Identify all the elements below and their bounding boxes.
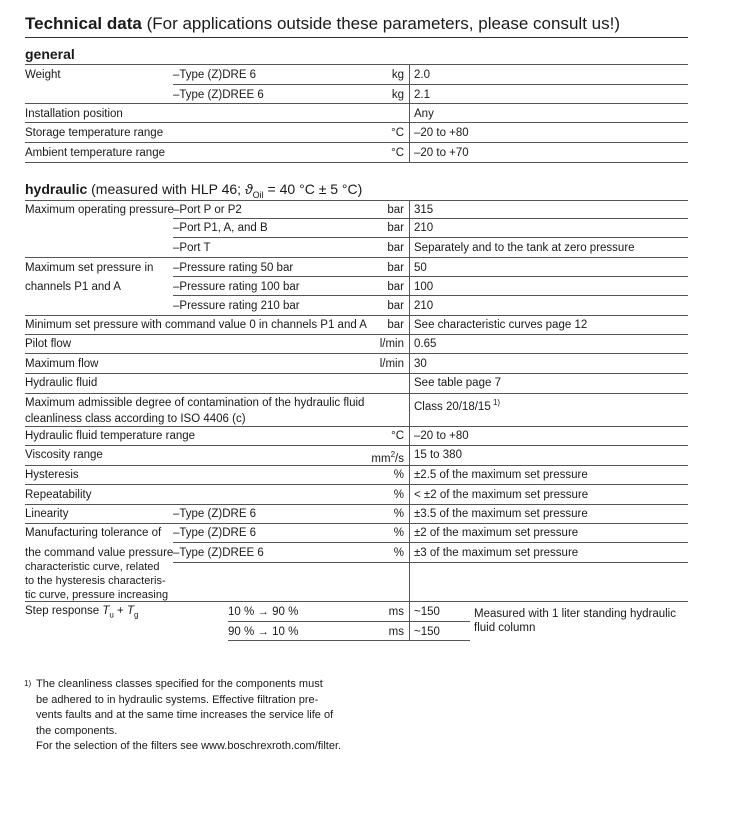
row-divider	[25, 200, 688, 201]
row-label: Maximum flow	[25, 358, 99, 370]
row-value: –20 to +80	[414, 430, 469, 442]
row-unit: °C	[391, 430, 404, 442]
row-unit: kg	[391, 69, 404, 81]
row-value: See table page 7	[414, 377, 501, 389]
row-label-cont: tic curve, pressure increasing	[25, 589, 169, 601]
row-value: Any	[414, 108, 434, 120]
step-note: Measured with 1 liter standing hydraulic	[474, 608, 676, 620]
page-title: Technical data (For applications outside these parameters, please consult us!)	[25, 14, 620, 33]
row-label: Linearity	[25, 508, 69, 520]
row-label: Weight	[25, 69, 61, 81]
step-value: ~150	[414, 626, 440, 638]
row-value: –20 to +70	[414, 147, 469, 159]
row-divider	[228, 621, 470, 622]
row-unit: %	[393, 469, 404, 481]
row-label: Pilot flow	[25, 338, 72, 350]
row-divider	[173, 84, 688, 85]
row-label: Storage temperature range	[25, 127, 164, 139]
row-label: Hydraulic fluid	[25, 377, 98, 389]
row-unit: bar	[387, 222, 404, 234]
row-unit: °C	[391, 147, 404, 159]
row-divider	[25, 523, 688, 524]
row-divider	[173, 218, 688, 219]
row-variant: –Port P1, A, and B	[173, 222, 268, 234]
row-value: 210	[414, 222, 434, 234]
row-value: ±3 of the maximum set pressure	[414, 547, 579, 559]
row-label: Maximum admissible degree of contamination of the hydraulic fluid	[25, 397, 365, 409]
row-value: ±2.5 of the maximum set pressure	[414, 469, 588, 481]
footnote-filters-line: For the selection of the filters see www.boschrexroth.com/filter.	[36, 740, 342, 752]
step-unit: ms	[388, 626, 404, 638]
row-value: 0.65	[414, 338, 437, 350]
row-unit: %	[393, 547, 404, 559]
row-divider	[25, 393, 688, 394]
row-label-cont: cleanliness class according to ISO 4406 (c)	[25, 413, 246, 425]
row-variant: –Type (Z)DREE 6	[173, 89, 264, 101]
step-response-label: Step response $T_u + T_g$	[25, 605, 139, 620]
footnote-mark: 1)	[24, 679, 32, 688]
row-divider	[173, 295, 688, 296]
row-divider	[25, 353, 688, 354]
column-divider	[409, 601, 410, 640]
row-unit: °C	[391, 127, 404, 139]
row-unit: $mm^2/s$	[371, 450, 404, 465]
row-value: 30	[414, 358, 427, 370]
row-unit: l/min	[379, 338, 404, 350]
row-divider	[25, 373, 688, 374]
row-value: See characteristic curves page 12	[414, 319, 588, 331]
row-divider	[25, 601, 688, 602]
row-variant: –Type (Z)DRE 6	[173, 69, 257, 81]
row-unit: %	[393, 508, 404, 520]
row-label: Minimum set pressure with command value 0 in channels P1 and A	[25, 319, 367, 331]
row-value: Separately and to the tank at zero pressure	[414, 242, 635, 254]
column-divider	[409, 64, 410, 162]
row-label: Ambient temperature range	[25, 147, 165, 159]
title-underline	[25, 37, 688, 38]
row-divider	[173, 542, 688, 543]
row-divider	[25, 445, 688, 446]
row-divider	[173, 276, 688, 277]
row-variant: –Type (Z)DREE 6	[173, 547, 264, 559]
footnote-line: vents faults and at the same time increases the service life of	[36, 709, 334, 721]
row-unit: kg	[391, 89, 404, 101]
footnote-line: be adhered to in hydraulic systems. Effective filtration pre-	[36, 693, 319, 706]
section-hydraulic-heading: hydraulic (measured with HLP 46; $ϑ_{Oil} = 40$ °C ± 5 °C)	[25, 181, 363, 200]
row-divider	[25, 426, 688, 427]
row-unit: %	[393, 527, 404, 539]
row-value: ±2 of the maximum set pressure	[414, 527, 579, 539]
row-unit: bar	[387, 204, 404, 216]
row-value: 210	[414, 300, 434, 312]
row-divider	[25, 162, 688, 163]
row-divider	[25, 484, 688, 485]
row-label: Hysteresis	[25, 469, 79, 481]
row-label: Viscosity range	[25, 449, 103, 461]
row-label: channels P1 and A	[25, 281, 121, 293]
row-unit: bar	[387, 262, 404, 274]
row-divider	[25, 504, 688, 505]
row-label: Manufacturing tolerance of	[25, 527, 162, 539]
row-divider	[25, 122, 688, 123]
row-label: Repeatability	[25, 489, 92, 501]
row-divider	[228, 640, 470, 641]
row-value: 15 to 380	[414, 449, 462, 461]
row-label-cont: characteristic curve, related	[25, 561, 160, 573]
row-divider	[25, 142, 688, 143]
row-unit: bar	[387, 319, 404, 331]
row-label: Installation position	[25, 108, 123, 120]
column-divider	[409, 200, 410, 601]
row-value: < ±2 of the maximum set pressure	[414, 489, 589, 501]
row-unit: %	[393, 489, 404, 501]
row-variant: –Port P or P2	[173, 204, 242, 216]
step-range: 90 % → 10 %	[228, 626, 299, 638]
row-value: ±3.5 of the maximum set pressure	[414, 508, 588, 520]
row-divider	[173, 562, 688, 563]
row-value: 2.0	[414, 69, 430, 81]
row-unit: bar	[387, 300, 404, 312]
row-divider	[25, 257, 688, 258]
row-label: Maximum set pressure in	[25, 262, 154, 274]
step-unit: ms	[388, 606, 404, 618]
row-variant: –Type (Z)DRE 6	[173, 527, 257, 539]
section-general-heading: general	[25, 46, 75, 62]
row-value: 2.1	[414, 89, 430, 101]
row-variant: –Pressure rating 210 bar	[173, 300, 300, 312]
row-value: Class 20/18/15 $^{1)}$	[414, 398, 501, 413]
footnote-line: The cleanliness classes specified for the components must	[36, 678, 323, 690]
row-value: 100	[414, 281, 434, 293]
row-divider	[25, 315, 688, 316]
row-divider	[25, 334, 688, 335]
step-range: 10 % → 90 %	[228, 606, 299, 618]
row-variant: –Pressure rating 50 bar	[173, 262, 294, 274]
row-variant: –Port T	[173, 242, 211, 254]
row-divider	[25, 64, 688, 65]
row-divider	[173, 237, 688, 238]
row-value: –20 to +80	[414, 127, 469, 139]
row-label: Hydraulic fluid temperature range	[25, 430, 196, 442]
row-unit: bar	[387, 242, 404, 254]
row-divider	[25, 465, 688, 466]
row-label: the command value pressure	[25, 547, 174, 559]
step-value: ~150	[414, 606, 440, 618]
row-divider	[25, 103, 688, 104]
row-variant: –Pressure rating 100 bar	[173, 281, 300, 293]
row-value: 50	[414, 262, 427, 274]
row-label-cont: to the hysteresis characteris-	[25, 575, 166, 587]
row-value: 315	[414, 204, 434, 216]
footnote-line: the components.	[36, 724, 118, 737]
row-variant: –Type (Z)DRE 6	[173, 508, 257, 520]
step-note: fluid column	[474, 622, 536, 634]
row-unit: bar	[387, 281, 404, 293]
row-label: Maximum operating pressure	[25, 204, 174, 216]
row-unit: l/min	[379, 358, 404, 370]
